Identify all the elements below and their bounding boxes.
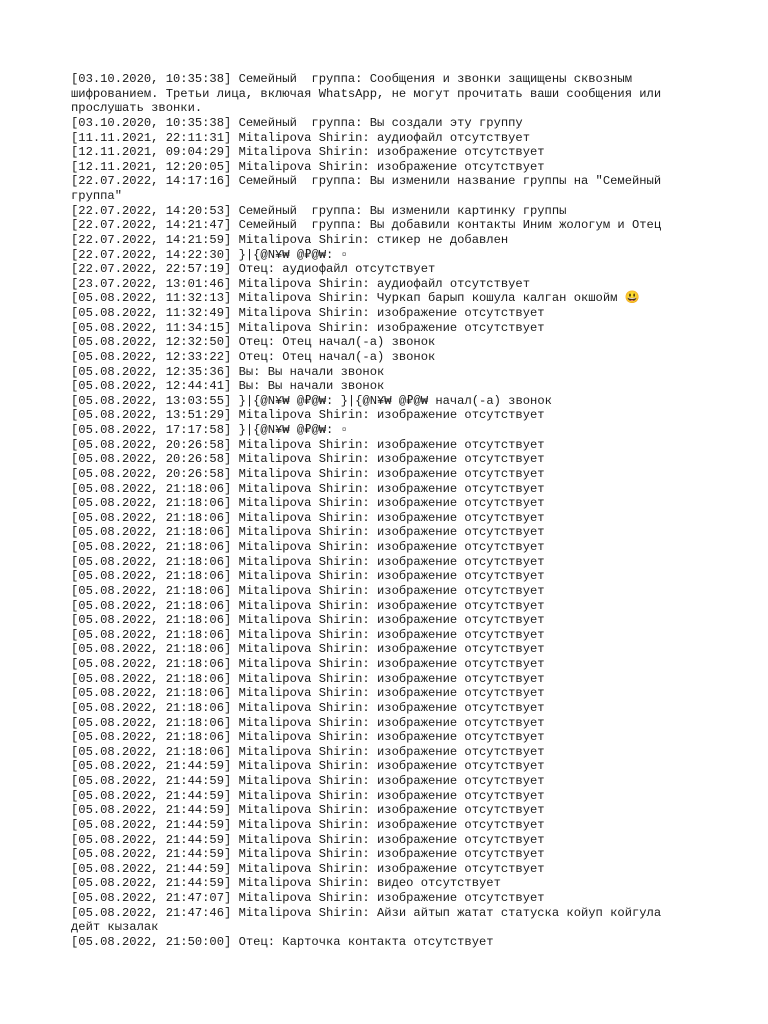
chat-message-line: [05.08.2022, 21:44:59] Mitalipova Shirin: изображение отсутствует xyxy=(71,847,545,862)
chat-message-line: [05.08.2022, 11:32:49] Mitalipova Shirin: изображение отсутствует xyxy=(71,306,545,320)
chat-message-line: [22.07.2022, 14:22:30] }|{@N¥₩ @₽@₩: ▫ xyxy=(71,247,348,262)
chat-message-line: [05.08.2022, 21:18:06] Mitalipova Shirin: изображение отсутствует xyxy=(71,642,545,657)
chat-message-line: [05.08.2022, 21:44:59] Mitalipova Shirin: изображение отсутствует xyxy=(71,759,545,774)
chat-message-line: [05.08.2022, 11:32:13] Mitalipova Shirin: Чуркап барып кошула калган окшойм 😃 xyxy=(71,291,640,306)
chat-message-line: [05.08.2022, 21:44:59] Mitalipova Shirin: изображение отсутствует xyxy=(71,788,545,803)
chat-message-line: [05.08.2022, 21:18:06] Mitalipova Shirin: изображение отсутствует xyxy=(71,744,545,759)
chat-message-line: [03.10.2020, 10:35:38] Семейный группа: Сообщения и звонки защищены сквозным шифрованием. Третьи лица, включая WhatsApp, не могут прочитать ваши сообщения или прослушать звонки. xyxy=(71,72,669,116)
chat-message-line: [05.08.2022, 21:18:06] Mitalipova Shirin: изображение отсутствует xyxy=(71,686,545,701)
chat-message-line: [23.07.2022, 13:01:46] Mitalipova Shirin: аудиофайл отсутствует xyxy=(71,276,530,291)
chat-message-line: [05.08.2022, 21:18:06] Mitalipova Shirin: изображение отсутствует xyxy=(71,554,545,569)
chat-message-line: [05.08.2022, 12:32:50] Отец: Отец начал(-а) звонок xyxy=(71,335,436,350)
chat-message-line: [05.08.2022, 21:47:46] Mitalipova Shirin: Айзи айтып жатат статуска койуп койгула дейт кызалак xyxy=(71,905,669,935)
chat-message-line: [05.08.2022, 21:44:59] Mitalipova Shirin: изображение отсутствует xyxy=(71,803,545,818)
chat-message-line: [05.08.2022, 21:18:06] Mitalipova Shirin: изображение отсутствует xyxy=(71,613,545,628)
chat-message-line: [05.08.2022, 20:26:58] Mitalipova Shirin: изображение отсутствует xyxy=(71,466,545,481)
chat-message-line: [22.07.2022, 14:21:59] Mitalipova Shirin: стикер не добавлен xyxy=(71,232,509,247)
chat-message-line: [12.11.2021, 09:04:29] Mitalipova Shirin: изображение отсутствует xyxy=(71,145,545,160)
chat-message-line: [05.08.2022, 21:18:06] Mitalipova Shirin: изображение отсутствует xyxy=(71,583,545,598)
chat-message-line: [05.08.2022, 21:18:06] Mitalipova Shirin: изображение отсутствует xyxy=(71,569,545,584)
chat-message-line: [22.07.2022, 14:20:53] Семейный группа: Вы изменили картинку группы xyxy=(71,203,567,218)
chat-message-line: [22.07.2022, 22:57:19] Отец: аудиофайл отсутствует xyxy=(71,262,436,277)
chat-message-line: [05.08.2022, 21:44:59] Mitalipova Shirin: видео отсутствует xyxy=(71,876,501,891)
chat-message-line: [05.08.2022, 21:18:06] Mitalipova Shirin: изображение отсутствует xyxy=(71,700,545,715)
chat-message-line: [05.08.2022, 21:18:06] Mitalipova Shirin: изображение отсутствует xyxy=(71,730,545,745)
chat-message-line: [05.08.2022, 13:03:55] }|{@N¥₩ @₽@₩: }|{@N¥₩ @₽@₩ начал(-а) звонок xyxy=(71,393,552,408)
chat-message-line: [05.08.2022, 21:44:59] Mitalipova Shirin: изображение отсутствует xyxy=(71,861,545,876)
chat-message-line: [05.08.2022, 21:18:06] Mitalipova Shirin: изображение отсутствует xyxy=(71,627,545,642)
chat-message-line: [05.08.2022, 21:18:06] Mitalipova Shirin: изображение отсутствует xyxy=(71,715,545,730)
chat-message-line: [05.08.2022, 21:18:06] Mitalipova Shirin: изображение отсутствует xyxy=(71,657,545,671)
chat-message-line: [05.08.2022, 12:33:22] Отец: Отец начал(-а) звонок xyxy=(71,349,436,364)
chat-message-line: [05.08.2022, 17:17:58] }|{@N¥₩ @₽@₩: ▫ xyxy=(71,423,348,437)
chat-message-line: [05.08.2022, 21:18:06] Mitalipova Shirin: изображение отсутствует xyxy=(71,598,545,613)
chat-message-line: [12.11.2021, 12:20:05] Mitalipova Shirin: изображение отсутствует xyxy=(71,159,545,174)
chat-message-line: [03.10.2020, 10:35:38] Семейный группа: Вы создали эту группу xyxy=(71,115,523,130)
chat-message-line: [05.08.2022, 21:44:59] Mitalipova Shirin: изображение отсутствует xyxy=(71,774,545,788)
chat-message-line: [05.08.2022, 21:50:00] Отец: Карточка контакта отсутствует xyxy=(71,934,494,949)
chat-message-line: [05.08.2022, 21:18:06] Mitalipova Shirin: изображение отсутствует xyxy=(71,525,545,540)
chat-message-line: [11.11.2021, 22:11:31] Mitalipova Shirin: аудиофайл отсутствует xyxy=(71,130,530,145)
chat-message-line: [05.08.2022, 11:34:15] Mitalipova Shirin: изображение отсутствует xyxy=(71,320,545,335)
chat-export-document xyxy=(71,72,691,950)
chat-message-line: [05.08.2022, 21:18:06] Mitalipova Shirin: изображение отсутствует xyxy=(71,496,545,511)
chat-message-line: [22.07.2022, 14:17:16] Семейный группа: Вы изменили название группы на "Семейный группа" xyxy=(71,174,669,203)
chat-message-line: [05.08.2022, 21:18:06] Mitalipova Shirin: изображение отсутствует xyxy=(71,481,545,496)
chat-message-line: [05.08.2022, 20:26:58] Mitalipova Shirin: изображение отсутствует xyxy=(71,452,545,467)
chat-message-line: [05.08.2022, 21:44:59] Mitalipova Shirin: изображение отсутствует xyxy=(71,817,545,832)
chat-message-line: [22.07.2022, 14:21:47] Семейный группа: Вы добавили контакты Иним жологум и Отец xyxy=(71,218,662,233)
chat-log xyxy=(71,72,691,950)
chat-message-line: [05.08.2022, 13:51:29] Mitalipova Shirin: изображение отсутствует xyxy=(71,408,545,423)
chat-message-line: [05.08.2022, 12:44:41] Вы: Вы начали звонок xyxy=(71,379,385,394)
chat-message-line: [05.08.2022, 21:18:06] Mitalipova Shirin: изображение отсутствует xyxy=(71,510,545,525)
chat-message-line: [05.08.2022, 21:47:07] Mitalipova Shirin: изображение отсутствует xyxy=(71,891,545,905)
chat-message-line: [05.08.2022, 20:26:58] Mitalipova Shirin: изображение отсутствует xyxy=(71,437,545,452)
chat-message-line: [05.08.2022, 21:18:06] Mitalipova Shirin: изображение отсутствует xyxy=(71,671,545,686)
chat-message-line: [05.08.2022, 21:18:06] Mitalipova Shirin: изображение отсутствует xyxy=(71,540,545,554)
chat-message-line: [05.08.2022, 21:44:59] Mitalipova Shirin: изображение отсутствует xyxy=(71,832,545,847)
chat-message-line: [05.08.2022, 12:35:36] Вы: Вы начали звонок xyxy=(71,364,385,379)
